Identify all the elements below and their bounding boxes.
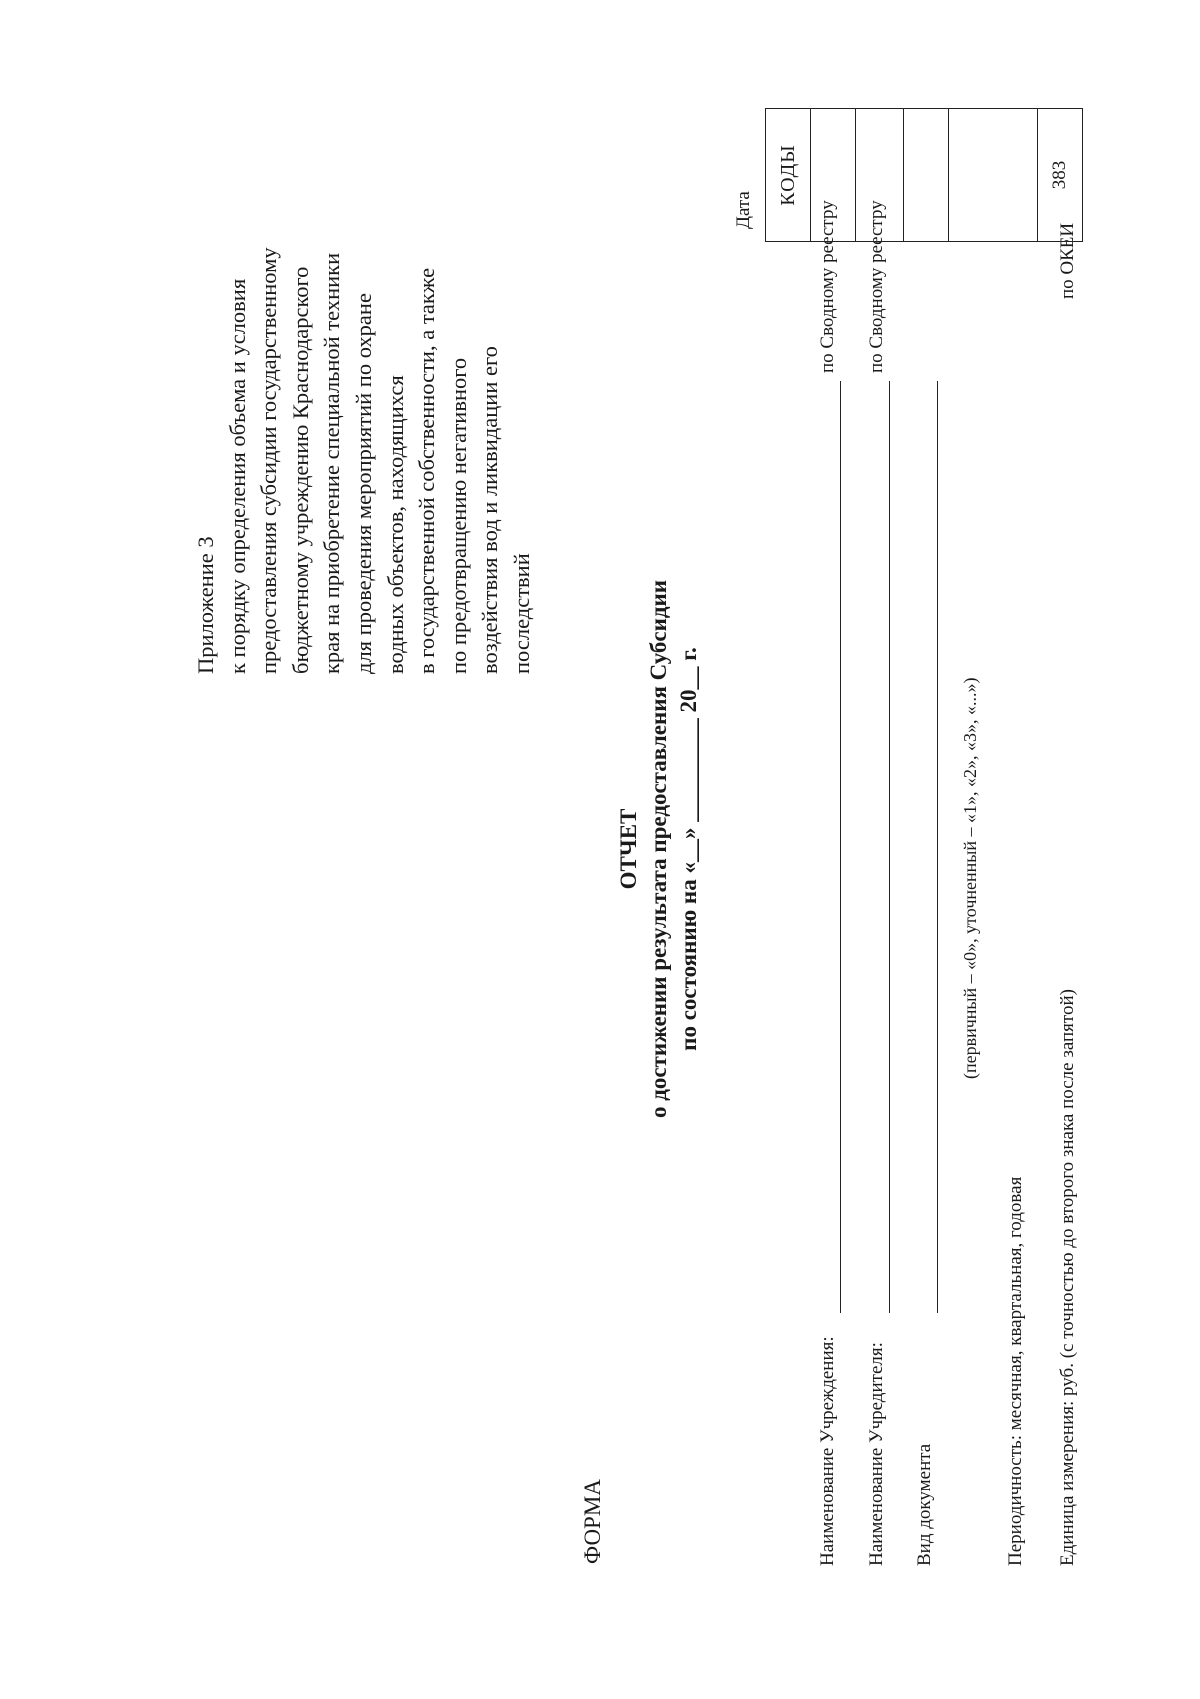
code-cell-date[interactable] — [811, 109, 856, 242]
doc-type-label: Вид документа — [914, 1443, 935, 1566]
appendix-line: Приложение 3 — [193, 536, 218, 674]
code-cell-okei: 383 — [1038, 109, 1083, 242]
appendix-line: водных объектов, находящихся — [382, 375, 408, 674]
date-label: Дата — [733, 191, 754, 229]
registry-label-1: по Сводному реестру — [817, 200, 838, 373]
founder-field-line[interactable] — [889, 381, 890, 1313]
code-cell-registry-1[interactable] — [856, 109, 904, 242]
appendix-line: предоставления субсидии государственному — [256, 247, 282, 674]
codes-table — [765, 108, 1083, 242]
codes-header: КОДЫ — [766, 109, 811, 242]
appendix-line: в государственной собственности, а также — [414, 267, 440, 674]
appendix-line: воздействия вод и ликвидации его — [477, 346, 503, 674]
appendix-line: бюджетному учреждению Краснодарского — [287, 266, 313, 674]
unit-label: Единица измерения: руб. (с точностью до второго знака после запятой) — [1057, 989, 1078, 1566]
appendix-line: края на приобретение специальной техники — [319, 252, 345, 674]
doc-type-field-line[interactable] — [937, 381, 938, 1313]
code-cell-registry-2[interactable] — [904, 109, 949, 242]
appendix-line: по предотвращению негативного — [445, 357, 471, 674]
registry-label-2: по Сводному реестру — [866, 200, 887, 373]
doc-type-hint: (первичный – «0», уточненный – «1», «2», «3», «...») — [960, 677, 980, 1079]
appendix-note — [190, 74, 538, 674]
founder-label: Наименование Учредителя: — [866, 1342, 887, 1566]
report-subtitle: о достижении результата предоставления Субсидии — [646, 579, 671, 1119]
appendix-line: к порядку определения объема и условия — [224, 278, 250, 674]
appendix-line: для проведения мероприятий по охране — [350, 293, 376, 674]
okei-label: по ОКЕИ — [1057, 222, 1078, 299]
institution-field-line[interactable] — [840, 381, 841, 1313]
forma-label: ФОРМА — [580, 1479, 605, 1564]
report-date-line: по состоянию на «__» _________ 20__ г. — [676, 647, 701, 1051]
code-cell-doc-type[interactable] — [949, 109, 1038, 242]
appendix-line: последствий — [508, 553, 534, 674]
periodicity-label: Периодичность: месячная, квартальная, годовая — [1005, 1176, 1026, 1566]
report-title: ОТЧЕТ — [616, 808, 641, 890]
institution-label: Наименование Учреждения: — [817, 1336, 838, 1566]
report-title-block — [614, 299, 704, 1399]
